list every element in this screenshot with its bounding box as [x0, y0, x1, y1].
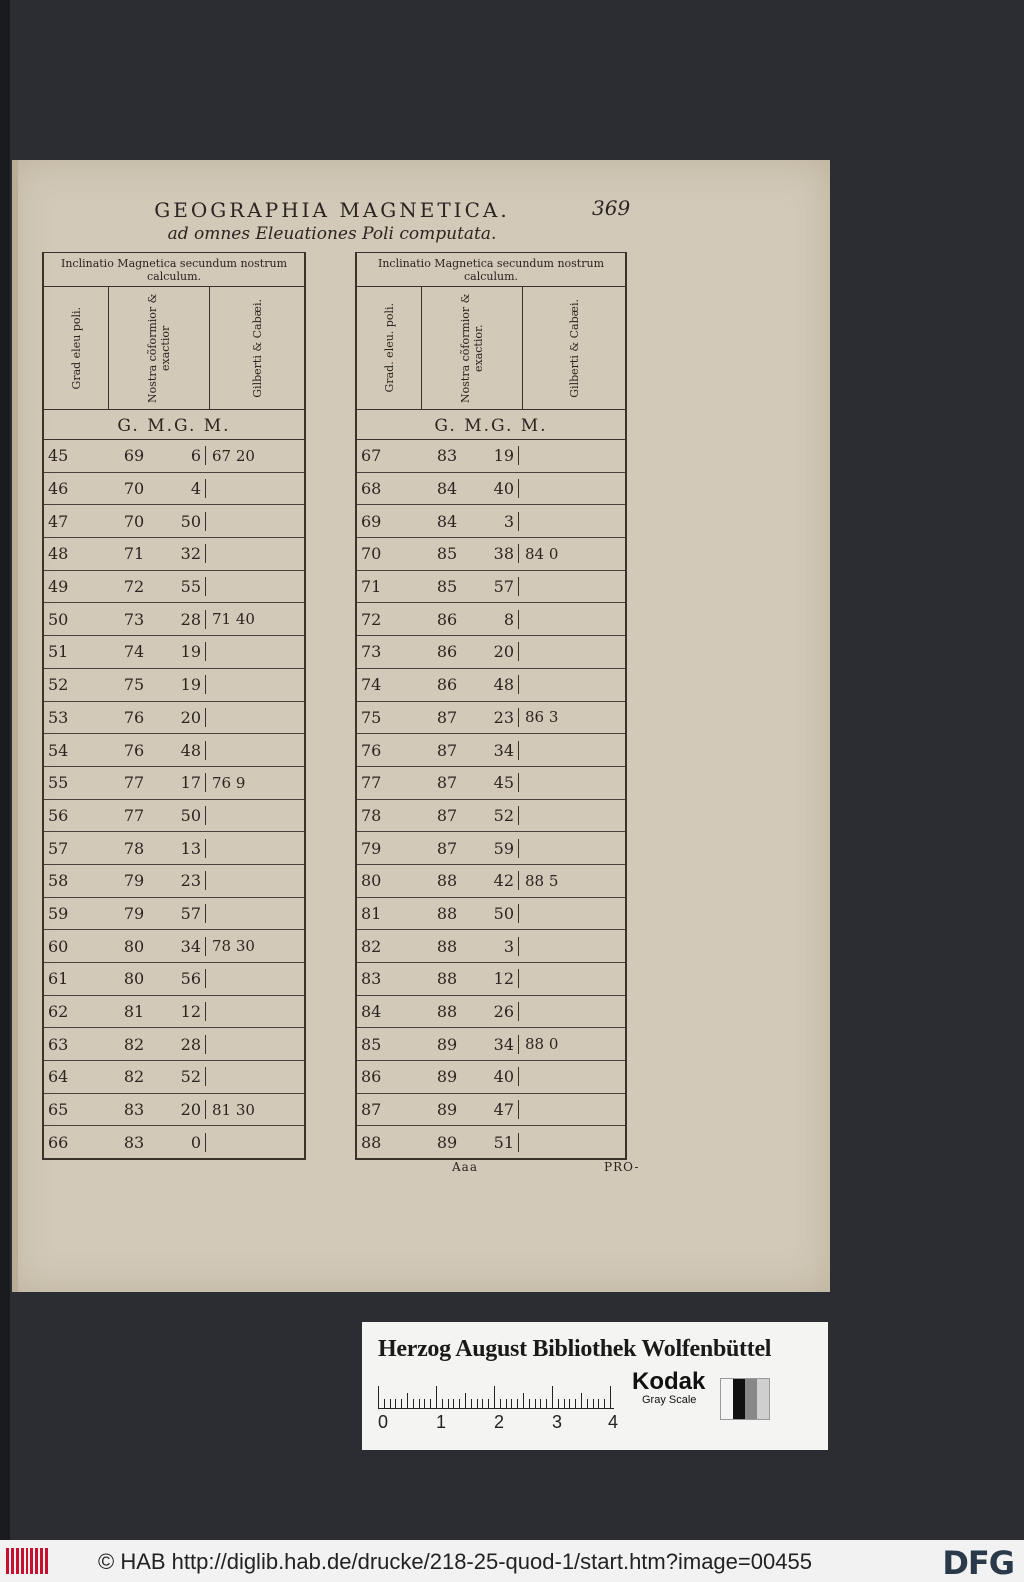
table-row — [357, 865, 625, 898]
degree-cell: 87 — [436, 740, 458, 760]
degree-cell: 69 — [123, 446, 145, 466]
ruler-tick — [598, 1399, 599, 1408]
table-row — [44, 669, 304, 702]
library-name: Herzog August Bibliothek Wolfenbüttel — [378, 1336, 772, 1362]
minute-cell: 47 — [473, 1100, 519, 1119]
gilberti-cell: 71 40 — [212, 610, 255, 629]
ruler-tick — [540, 1399, 541, 1408]
grad-cell: 64 — [48, 1067, 69, 1087]
degree-cell: 82 — [123, 1067, 145, 1087]
grad-cell: 72 — [361, 609, 382, 629]
grad-cell: 61 — [48, 969, 69, 989]
table-row — [357, 505, 625, 538]
table-row — [357, 996, 625, 1029]
gray-patch — [757, 1379, 769, 1419]
table-row — [44, 473, 304, 506]
grad-cell: 86 — [361, 1067, 382, 1087]
degree-cell: 89 — [436, 1132, 458, 1152]
degree-cell: 81 — [123, 1002, 145, 1022]
ruler-tick — [390, 1399, 391, 1408]
table-row — [357, 1028, 625, 1061]
ruler-tick — [407, 1393, 408, 1408]
table-row — [357, 734, 625, 767]
minute-cell: 6 — [160, 446, 206, 465]
degree-cell: 85 — [436, 577, 458, 597]
column-headers — [357, 287, 625, 410]
grad-cell: 81 — [361, 903, 382, 923]
minute-cell: 48 — [473, 675, 519, 694]
ruler-tick — [535, 1399, 536, 1408]
library-color-card — [362, 1322, 828, 1450]
page-number: 369 — [592, 196, 631, 220]
degree-cell: 76 — [123, 707, 145, 727]
grad-cell: 68 — [361, 479, 382, 499]
minute-cell: 20 — [160, 1100, 206, 1119]
degree-cell: 84 — [436, 479, 458, 499]
grad-cell: 74 — [361, 675, 382, 695]
degree-cell: 88 — [436, 871, 458, 891]
minute-cell: 34 — [473, 741, 519, 760]
table-row — [357, 767, 625, 800]
degree-cell: 86 — [436, 642, 458, 662]
ruler-tick — [546, 1399, 547, 1408]
gray-scale-label: Gray Scale — [642, 1394, 697, 1406]
degree-cell: 87 — [436, 707, 458, 727]
ruler-number: 4 — [608, 1412, 619, 1432]
gray-scale-patches — [720, 1378, 770, 1420]
table-row — [44, 865, 304, 898]
col-header-gilberti: Gilberti & Cabæi. — [567, 298, 581, 398]
gilberti-cell: 67 20 — [212, 446, 255, 465]
table-row — [44, 1061, 304, 1094]
ruler-tick — [459, 1399, 460, 1408]
table-row — [357, 440, 625, 473]
table-row — [357, 538, 625, 571]
grad-cell: 46 — [48, 479, 69, 499]
degree-cell: 89 — [436, 1100, 458, 1120]
ruler-number: 2 — [494, 1412, 505, 1432]
grad-cell: 66 — [48, 1132, 69, 1152]
table-row — [44, 538, 304, 571]
table-row — [357, 832, 625, 865]
table-row — [44, 440, 304, 473]
ruler-tick — [477, 1399, 478, 1408]
minute-cell: 12 — [473, 969, 519, 988]
gilberti-cell: 88 5 — [525, 871, 559, 890]
col-header-nostra: Nostra cõformior & exactior. — [459, 293, 485, 403]
minute-cell: 57 — [473, 577, 519, 596]
minute-cell: 0 — [160, 1133, 206, 1152]
degree-cell: 80 — [123, 936, 145, 956]
units-row: G. M.G. M. — [44, 410, 304, 440]
grad-cell: 79 — [361, 838, 382, 858]
dfg-logo: DFG — [942, 1544, 1014, 1582]
degree-cell: 88 — [436, 969, 458, 989]
grad-cell: 76 — [361, 740, 382, 760]
ruler-tick — [413, 1399, 414, 1408]
catchword: PRO- — [604, 1160, 640, 1174]
gilberti-cell: 78 30 — [212, 937, 255, 956]
grad-cell: 69 — [361, 511, 382, 531]
table-row — [44, 930, 304, 963]
ruler-tick — [436, 1386, 437, 1408]
table-row — [44, 702, 304, 735]
table-row — [357, 800, 625, 833]
minute-cell: 56 — [160, 969, 206, 988]
ruler-tick — [581, 1393, 582, 1408]
minute-cell: 50 — [473, 904, 519, 923]
footer-bar — [0, 1540, 1024, 1582]
grad-cell: 77 — [361, 773, 382, 793]
ruler-tick — [511, 1399, 512, 1408]
signature-mark: Aaa — [452, 1160, 478, 1174]
degree-cell: 80 — [123, 969, 145, 989]
ruler-tick — [604, 1399, 605, 1408]
minute-cell: 3 — [473, 937, 519, 956]
table-row — [357, 702, 625, 735]
degree-cell: 73 — [123, 609, 145, 629]
col-header-gilberti: Gilberti & Cabæi. — [250, 298, 264, 398]
gilberti-cell: 86 3 — [525, 708, 559, 727]
table-row — [44, 1094, 304, 1127]
ruler-tick — [488, 1399, 489, 1408]
degree-cell: 88 — [436, 1002, 458, 1022]
gray-patch — [733, 1379, 745, 1419]
ruler-tick — [517, 1399, 518, 1408]
grad-cell: 58 — [48, 871, 69, 891]
table-row — [357, 1094, 625, 1127]
table-row — [44, 963, 304, 996]
ruler-tick — [465, 1393, 466, 1408]
degree-cell: 87 — [436, 838, 458, 858]
minute-cell: 19 — [160, 642, 206, 661]
page-subtitle: ad omnes Eleuationes Poli computata. — [167, 224, 497, 244]
ruler-tick — [587, 1399, 588, 1408]
col-header-grad: Grad. eleu. poli. — [382, 303, 396, 393]
grad-cell: 85 — [361, 1034, 382, 1054]
grad-cell: 55 — [48, 773, 69, 793]
grad-cell: 54 — [48, 740, 69, 760]
table-row — [44, 996, 304, 1029]
degree-cell: 87 — [436, 805, 458, 825]
ruler-tick — [610, 1386, 611, 1408]
table-row — [44, 505, 304, 538]
table-row — [44, 1028, 304, 1061]
degree-cell: 77 — [123, 773, 145, 793]
grad-cell: 50 — [48, 609, 69, 629]
grad-cell: 80 — [361, 871, 382, 891]
grad-cell: 47 — [48, 511, 69, 531]
degree-cell: 71 — [123, 544, 145, 564]
table-row — [44, 571, 304, 604]
ruler-tick — [523, 1393, 524, 1408]
grad-cell: 83 — [361, 969, 382, 989]
column-headers — [44, 287, 304, 410]
book-page — [12, 160, 830, 1292]
minute-cell: 17 — [160, 773, 206, 792]
ruler-tick — [569, 1399, 570, 1408]
ruler-tick — [448, 1399, 449, 1408]
minute-cell: 20 — [473, 642, 519, 661]
degree-cell: 86 — [436, 675, 458, 695]
grad-cell: 52 — [48, 675, 69, 695]
ruler-tick — [384, 1399, 385, 1408]
degree-cell: 84 — [436, 511, 458, 531]
minute-cell: 50 — [160, 806, 206, 825]
table-row — [357, 669, 625, 702]
grad-cell: 49 — [48, 577, 69, 597]
grad-cell: 71 — [361, 577, 382, 597]
ruler-tick — [552, 1386, 553, 1408]
degree-cell: 79 — [123, 903, 145, 923]
grad-cell: 51 — [48, 642, 69, 662]
hab-logo-icon — [6, 1548, 48, 1574]
table-title: Inclinatio Magnetica secundum nostrum calculum. — [44, 253, 304, 287]
minute-cell: 50 — [160, 512, 206, 531]
gilberti-cell: 88 0 — [525, 1035, 559, 1054]
minute-cell: 34 — [473, 1035, 519, 1054]
table-row — [44, 898, 304, 931]
ruler-tick — [442, 1399, 443, 1408]
book-spine — [0, 0, 10, 1540]
grad-cell: 73 — [361, 642, 382, 662]
gilberti-cell: 84 0 — [525, 544, 559, 563]
minute-cell: 59 — [473, 839, 519, 858]
ruler-tick — [529, 1399, 530, 1408]
ruler-tick — [401, 1399, 402, 1408]
ruler-tick — [424, 1399, 425, 1408]
grad-cell: 59 — [48, 903, 69, 923]
table-row — [44, 1126, 304, 1158]
col-header-nostra: Nostra cõformior & exactior — [146, 293, 172, 403]
minute-cell: 52 — [473, 806, 519, 825]
table-row — [44, 767, 304, 800]
table-row — [357, 571, 625, 604]
degree-cell: 88 — [436, 936, 458, 956]
minute-cell: 48 — [160, 741, 206, 760]
minute-cell: 52 — [160, 1067, 206, 1086]
ruler-tick — [564, 1399, 565, 1408]
degree-cell: 74 — [123, 642, 145, 662]
minute-cell: 20 — [160, 708, 206, 727]
ruler-number: 3 — [552, 1412, 563, 1432]
grad-cell: 57 — [48, 838, 69, 858]
degree-cell: 82 — [123, 1034, 145, 1054]
minute-cell: 26 — [473, 1002, 519, 1021]
table-row — [357, 1061, 625, 1094]
minute-cell: 3 — [473, 512, 519, 531]
table-row — [44, 832, 304, 865]
inclination-table-left — [42, 252, 306, 1160]
grad-cell: 65 — [48, 1100, 69, 1120]
grad-cell: 75 — [361, 707, 382, 727]
table-row — [44, 636, 304, 669]
minute-cell: 23 — [160, 871, 206, 890]
grad-cell: 53 — [48, 707, 69, 727]
units-row: G. M.G. M. — [357, 410, 625, 440]
minute-cell: 42 — [473, 871, 519, 890]
table-row — [357, 898, 625, 931]
minute-cell: 13 — [160, 839, 206, 858]
grad-cell: 63 — [48, 1034, 69, 1054]
minute-cell: 32 — [160, 544, 206, 563]
gilberti-cell: 81 30 — [212, 1100, 255, 1119]
ruler-tick — [419, 1399, 420, 1408]
ruler-tick — [430, 1399, 431, 1408]
minute-cell: 51 — [473, 1133, 519, 1152]
minute-cell: 23 — [473, 708, 519, 727]
table-row — [357, 636, 625, 669]
grad-cell: 78 — [361, 805, 382, 825]
table-row — [44, 603, 304, 636]
grad-cell: 70 — [361, 544, 382, 564]
gilberti-cell: 76 9 — [212, 773, 246, 792]
degree-cell: 88 — [436, 903, 458, 923]
degree-cell: 70 — [123, 511, 145, 531]
table-body — [44, 440, 304, 1158]
ruler-scale — [378, 1380, 614, 1409]
table-body — [357, 440, 625, 1158]
grad-cell: 67 — [361, 446, 382, 466]
minute-cell: 57 — [160, 904, 206, 923]
grad-cell: 56 — [48, 805, 69, 825]
minute-cell: 19 — [160, 675, 206, 694]
degree-cell: 85 — [436, 544, 458, 564]
inclination-table-right — [355, 252, 627, 1160]
ruler-number: 1 — [436, 1412, 447, 1432]
ruler-tick — [395, 1399, 396, 1408]
grad-cell: 60 — [48, 936, 69, 956]
col-header-grad: Grad eleu poli. — [69, 306, 83, 390]
minute-cell: 8 — [473, 610, 519, 629]
degree-cell: 89 — [436, 1067, 458, 1087]
minute-cell: 40 — [473, 479, 519, 498]
table-row — [44, 734, 304, 767]
ruler-tick — [378, 1386, 379, 1408]
degree-cell: 89 — [436, 1034, 458, 1054]
minute-cell: 45 — [473, 773, 519, 792]
table-row — [357, 963, 625, 996]
degree-cell: 83 — [123, 1100, 145, 1120]
minute-cell: 19 — [473, 446, 519, 465]
gray-patch — [745, 1379, 757, 1419]
ruler-tick — [453, 1399, 454, 1408]
ruler-tick — [558, 1399, 559, 1408]
kodak-logo: Kodak — [632, 1368, 706, 1395]
degree-cell: 79 — [123, 871, 145, 891]
degree-cell: 83 — [123, 1132, 145, 1152]
ruler-tick — [482, 1399, 483, 1408]
table-title: Inclinatio Magnetica secundum nostrum calculum. — [357, 253, 625, 287]
degree-cell: 77 — [123, 805, 145, 825]
minute-cell: 28 — [160, 1035, 206, 1054]
ruler-tick — [575, 1399, 576, 1408]
ruler-tick — [471, 1399, 472, 1408]
ruler-tick — [506, 1399, 507, 1408]
degree-cell: 83 — [436, 446, 458, 466]
table-row — [357, 1126, 625, 1158]
running-head: GEOGRAPHIA MAGNETICA. — [154, 198, 510, 222]
degree-cell: 87 — [436, 773, 458, 793]
table-row — [44, 800, 304, 833]
degree-cell: 70 — [123, 479, 145, 499]
minute-cell: 38 — [473, 544, 519, 563]
grad-cell: 62 — [48, 1002, 69, 1022]
minute-cell: 4 — [160, 479, 206, 498]
degree-cell: 75 — [123, 675, 145, 695]
grad-cell: 84 — [361, 1002, 382, 1022]
minute-cell: 12 — [160, 1002, 206, 1021]
ruler-tick — [500, 1399, 501, 1408]
table-row — [357, 930, 625, 963]
grad-cell: 87 — [361, 1100, 382, 1120]
minute-cell: 28 — [160, 610, 206, 629]
page-edge — [12, 160, 18, 1292]
degree-cell: 72 — [123, 577, 145, 597]
minute-cell: 40 — [473, 1067, 519, 1086]
ruler-tick — [494, 1386, 495, 1408]
table-row — [357, 473, 625, 506]
ruler-tick — [593, 1399, 594, 1408]
ruler-number: 0 — [378, 1412, 389, 1432]
footer-credit-link[interactable]: © HAB http://diglib.hab.de/drucke/218-25-quod-1/start.htm?image=00455 — [98, 1549, 812, 1574]
degree-cell: 78 — [123, 838, 145, 858]
grad-cell: 45 — [48, 446, 69, 466]
minute-cell: 34 — [160, 937, 206, 956]
grad-cell: 82 — [361, 936, 382, 956]
gray-patch — [721, 1379, 733, 1419]
minute-cell: 55 — [160, 577, 206, 596]
degree-cell: 76 — [123, 740, 145, 760]
grad-cell: 88 — [361, 1132, 382, 1152]
table-row — [357, 603, 625, 636]
degree-cell: 86 — [436, 609, 458, 629]
grad-cell: 48 — [48, 544, 69, 564]
